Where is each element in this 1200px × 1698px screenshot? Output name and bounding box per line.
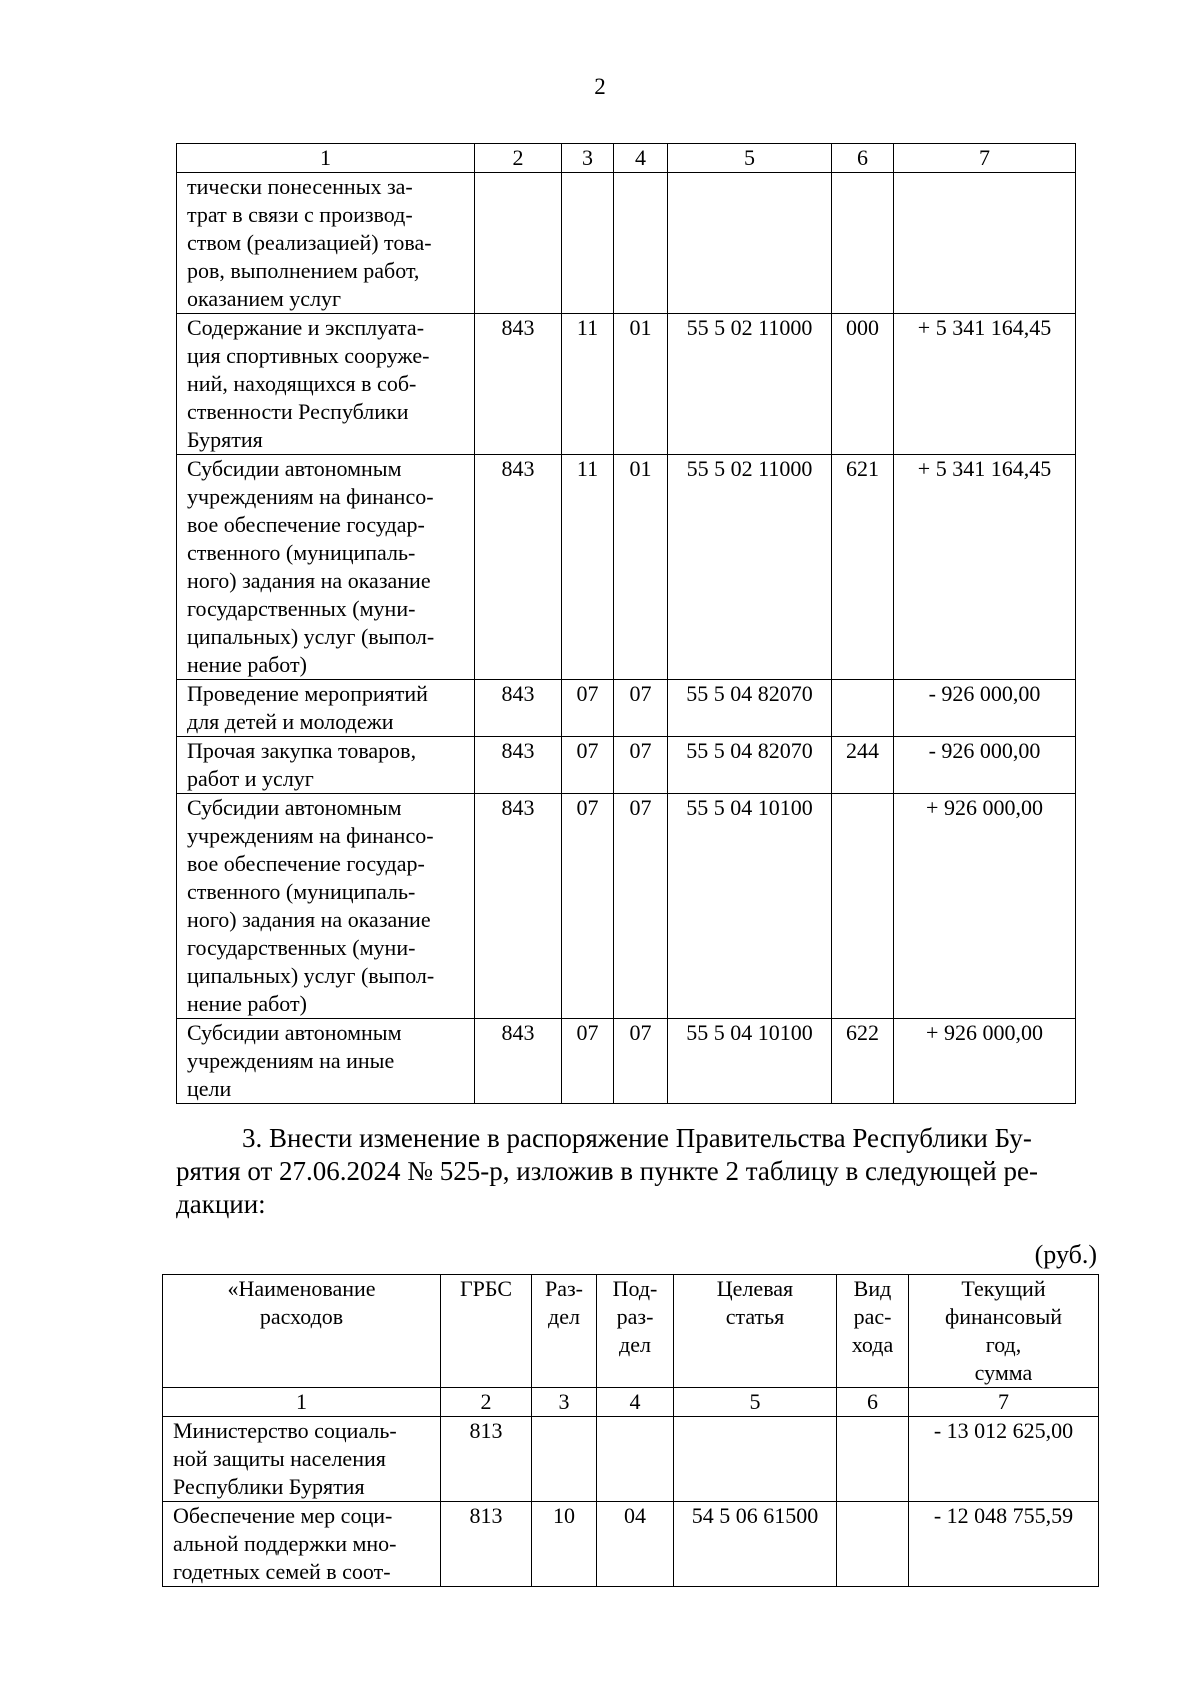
amount-cell: - 13 012 625,00 (909, 1417, 1099, 1502)
razdel-cell: 07 (562, 1019, 614, 1104)
podrazdel-cell: 07 (614, 794, 668, 1019)
column-header-line: Раз- (544, 1276, 584, 1301)
expense-type-cell: 622 (832, 1019, 894, 1104)
column-header-line: «Наименование (227, 1276, 376, 1301)
new-budget-table (162, 1274, 1099, 1587)
amount-cell: - 926 000,00 (894, 680, 1076, 737)
column-header-line: хода (851, 1332, 894, 1357)
column-number-row (163, 1388, 1099, 1417)
expense-type-cell: 244 (832, 737, 894, 794)
column-header (441, 1275, 532, 1388)
column-number: 5 (674, 1388, 837, 1417)
expense-name-cell-line: оказанием услуг (187, 286, 342, 311)
grbs-cell: 843 (475, 455, 562, 680)
expense-name-cell-line: тически понесенных за- (187, 174, 413, 199)
expense-name-cell (177, 794, 475, 1019)
column-header-line: ГРБС (459, 1276, 513, 1301)
expense-name-cell-line: ственности Республики (187, 399, 409, 424)
grbs-cell (475, 173, 562, 314)
expense-name-cell-line: Субсидии автономным (187, 1020, 402, 1045)
column-number: 4 (597, 1388, 674, 1417)
expense-name-cell-line: Субсидии автономным (187, 456, 402, 481)
amount-cell: + 5 341 164,45 (894, 314, 1076, 455)
grbs-cell: 843 (475, 680, 562, 737)
column-number: 2 (441, 1388, 532, 1417)
column-header-line: сумма (974, 1360, 1033, 1385)
budget-changes-table (176, 143, 1076, 1104)
expense-name-cell (177, 680, 475, 737)
expense-name-cell-line: Проведение мероприятий (187, 681, 428, 706)
target-article-cell: 55 5 02 11000 (668, 455, 832, 680)
column-number: 2 (475, 144, 562, 173)
razdel-cell (532, 1417, 597, 1502)
table-row (177, 314, 1076, 455)
column-header (532, 1275, 597, 1388)
amendment-paragraph (176, 1122, 1075, 1221)
razdel-cell: 07 (562, 680, 614, 737)
column-number: 5 (668, 144, 832, 173)
paragraph-line: дакции: (176, 1189, 266, 1219)
amount-cell: + 5 341 164,45 (894, 455, 1076, 680)
podrazdel-cell: 04 (597, 1502, 674, 1587)
column-header-line: год, (985, 1332, 1022, 1357)
expense-name-cell (163, 1502, 441, 1587)
column-header (909, 1275, 1099, 1388)
expense-name-cell-line: учреждениям на иные (187, 1048, 395, 1073)
expense-name-cell-line: ством (реализацией) това- (187, 230, 432, 255)
expense-name-cell-line: ственного (муниципаль- (187, 879, 416, 904)
expense-name-cell (177, 737, 475, 794)
podrazdel-cell: 07 (614, 680, 668, 737)
amount-cell: + 926 000,00 (894, 1019, 1076, 1104)
expense-name-cell-line: нение работ) (187, 652, 307, 677)
expense-name-cell (177, 173, 475, 314)
amount-cell (894, 173, 1076, 314)
expense-name-cell-line: Содержание и эксплуата- (187, 315, 425, 340)
column-header (674, 1275, 837, 1388)
expense-name-cell-line: вое обеспечение государ- (187, 512, 425, 537)
expense-type-cell: 621 (832, 455, 894, 680)
expense-name-cell-line: ного) задания на оказание (187, 568, 431, 593)
podrazdel-cell: 01 (614, 314, 668, 455)
expense-name-cell-line: цели (187, 1076, 232, 1101)
target-article-cell: 55 5 04 82070 (668, 737, 832, 794)
table-row (177, 173, 1076, 314)
column-number: 6 (832, 144, 894, 173)
expense-name-cell-line: Министерство социаль- (173, 1418, 397, 1443)
target-article-cell (674, 1417, 837, 1502)
razdel-cell: 07 (562, 794, 614, 1019)
target-article-cell: 55 5 02 11000 (668, 314, 832, 455)
expense-name-cell-line: Субсидии автономным (187, 795, 402, 820)
table-row (163, 1502, 1099, 1587)
expense-name-cell-line: нение работ) (187, 991, 307, 1016)
column-header-line: финансовый (944, 1304, 1063, 1329)
column-header-line: Вид (853, 1276, 892, 1301)
expense-name-cell-line: трат в связи с производ- (187, 202, 413, 227)
expense-name-cell-line: годетных семей в соот- (173, 1559, 391, 1584)
column-header (163, 1275, 441, 1388)
expense-type-cell (832, 680, 894, 737)
expense-name-cell (177, 455, 475, 680)
column-header-line: дел (619, 1332, 651, 1357)
expense-name-cell (177, 314, 475, 455)
grbs-cell: 843 (475, 1019, 562, 1104)
column-number: 1 (177, 144, 475, 173)
header-row (163, 1275, 1099, 1388)
expense-type-cell (832, 173, 894, 314)
table-row (163, 1417, 1099, 1502)
column-header-line: расходов (259, 1304, 344, 1329)
column-number: 7 (894, 144, 1076, 173)
expense-name-cell-line: Обеспечение мер соци- (173, 1503, 393, 1528)
grbs-cell: 813 (441, 1502, 532, 1587)
razdel-cell (562, 173, 614, 314)
expense-name-cell-line: ципальных) услуг (выпол- (187, 963, 435, 988)
expense-name-cell-line: альной поддержки мно- (173, 1531, 397, 1556)
column-number: 3 (532, 1388, 597, 1417)
target-article-cell: 55 5 04 82070 (668, 680, 832, 737)
expense-name-cell-line: учреждениям на финансо- (187, 823, 434, 848)
amount-cell: + 926 000,00 (894, 794, 1076, 1019)
amount-cell: - 926 000,00 (894, 737, 1076, 794)
column-header-line: Целевая (716, 1276, 794, 1301)
expense-name-cell-line: ной защиты населения (173, 1446, 386, 1471)
table-row (177, 455, 1076, 680)
razdel-cell: 10 (532, 1502, 597, 1587)
column-header-line: рас- (853, 1304, 892, 1329)
expense-type-cell (832, 794, 894, 1019)
table-row (177, 794, 1076, 1019)
expense-name-cell-line: Прочая закупка товаров, (187, 738, 417, 763)
expense-name-cell-line: для детей и молодежи (187, 709, 394, 734)
expense-name-cell-line: ципальных) услуг (выпол- (187, 624, 435, 649)
target-article-cell: 55 5 04 10100 (668, 1019, 832, 1104)
podrazdel-cell (614, 173, 668, 314)
column-header (837, 1275, 909, 1388)
expense-name-cell (163, 1417, 441, 1502)
table-row (177, 680, 1076, 737)
grbs-cell: 813 (441, 1417, 532, 1502)
column-number: 3 (562, 144, 614, 173)
expense-name-cell-line: учреждениям на финансо- (187, 484, 434, 509)
razdel-cell: 11 (562, 455, 614, 680)
expense-name-cell-line: ного) задания на оказание (187, 907, 431, 932)
grbs-cell: 843 (475, 737, 562, 794)
column-header (597, 1275, 674, 1388)
expense-name-cell-line: государственных (муни- (187, 935, 416, 960)
grbs-cell: 843 (475, 314, 562, 455)
expense-name-cell-line: ний, находящихся в соб- (187, 371, 417, 396)
grbs-cell: 843 (475, 794, 562, 1019)
expense-name-cell (177, 1019, 475, 1104)
currency-unit: (руб.) (1034, 1240, 1097, 1269)
expense-type-cell (837, 1502, 909, 1587)
column-number: 1 (163, 1388, 441, 1417)
expense-type-cell: 000 (832, 314, 894, 455)
column-number: 7 (909, 1388, 1099, 1417)
column-header-line: Текущий (961, 1276, 1046, 1301)
column-header-line: статья (725, 1304, 785, 1329)
target-article-cell: 54 5 06 61500 (674, 1502, 837, 1587)
paragraph-line: рятия от 27.06.2024 № 525-р, изложив в пункте 2 таблицу в следующей ре- (176, 1156, 1038, 1186)
expense-name-cell-line: ров, выполнением работ, (187, 258, 420, 283)
expense-name-cell-line: вое обеспечение государ- (187, 851, 425, 876)
column-number: 6 (837, 1388, 909, 1417)
column-header-line: Под- (612, 1276, 658, 1301)
target-article-cell (668, 173, 832, 314)
expense-name-cell-line: Бурятия (187, 427, 263, 452)
razdel-cell: 11 (562, 314, 614, 455)
expense-name-cell-line: ция спортивных сооруже- (187, 343, 430, 368)
column-header-line: дел (548, 1304, 580, 1329)
column-header-line: раз- (616, 1304, 654, 1329)
podrazdel-cell: 07 (614, 1019, 668, 1104)
table-row (177, 1019, 1076, 1104)
podrazdel-cell (597, 1417, 674, 1502)
amount-cell: - 12 048 755,59 (909, 1502, 1099, 1587)
expense-type-cell (837, 1417, 909, 1502)
expense-name-cell-line: Республики Бурятия (173, 1474, 365, 1499)
column-number: 4 (614, 144, 668, 173)
podrazdel-cell: 07 (614, 737, 668, 794)
podrazdel-cell: 01 (614, 455, 668, 680)
page-number: 2 (594, 74, 606, 99)
paragraph-line: 3. Внести изменение в распоряжение Правительства Республики Бу- (242, 1123, 1032, 1153)
expense-name-cell-line: государственных (муни- (187, 596, 416, 621)
table-row (177, 737, 1076, 794)
razdel-cell: 07 (562, 737, 614, 794)
expense-name-cell-line: ственного (муниципаль- (187, 540, 416, 565)
column-number-row (177, 144, 1076, 173)
target-article-cell: 55 5 04 10100 (668, 794, 832, 1019)
expense-name-cell-line: работ и услуг (187, 766, 314, 791)
